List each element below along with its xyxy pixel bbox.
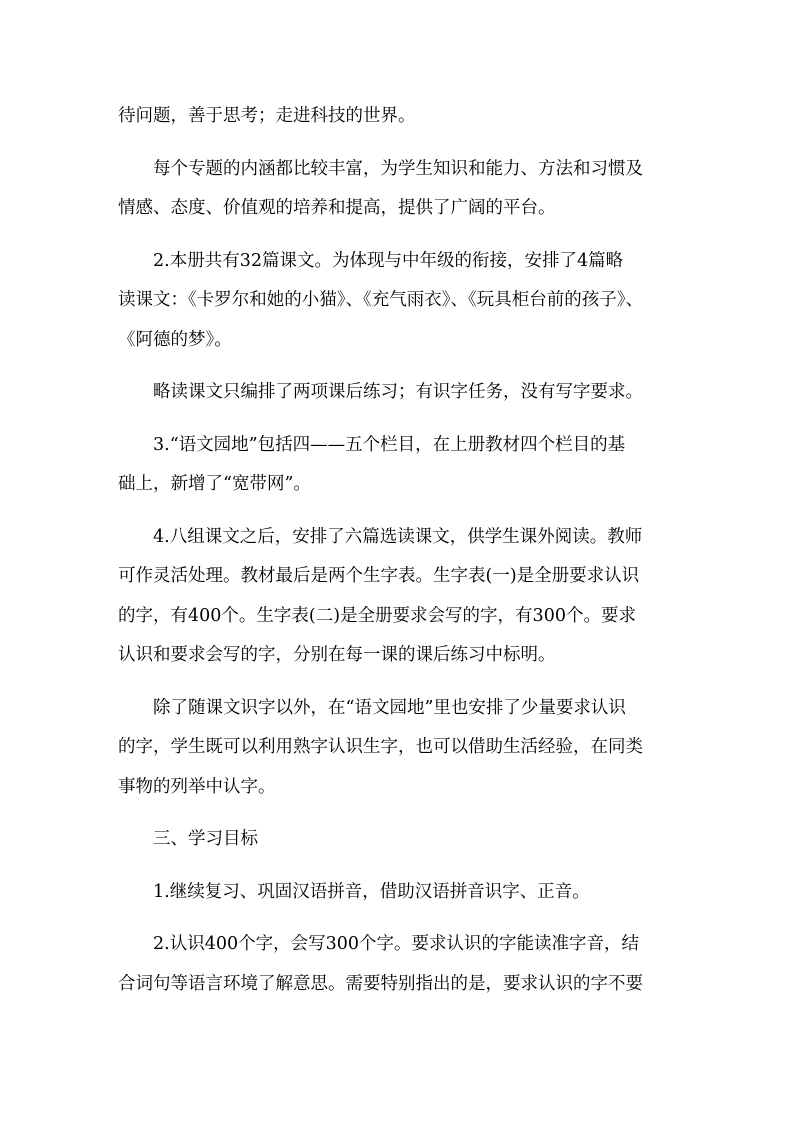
text-line: 的字，有400个。生字表(二)是全册要求会写的字，有300个。要求 xyxy=(118,605,636,626)
paragraph-4 xyxy=(118,373,680,413)
text-line: 认识和要求会写的字，分别在每一课的课后练习中标明。 xyxy=(118,645,556,665)
text-line: 合词句等语言环境了解意思。需要特别指出的是，要求认识的字不要 xyxy=(118,973,643,994)
paragraph-9 xyxy=(118,925,680,1004)
document-body xyxy=(118,97,680,1017)
text-line: 略读课文只编排了两项课后练习；有识字任务，没有写字要求。 xyxy=(153,382,643,402)
text-line: 2.本册共有32篇课文。为体现与中年级的衔接，安排了4篇略 xyxy=(153,250,624,271)
text-line: 除了随课文识字以外，在“语文园地”里也安排了少量要求认识 xyxy=(153,697,626,718)
text-line: 4.八组课文之后，安排了六篇选读课文，供学生课外阅读。教师 xyxy=(153,526,643,547)
text-line: 事物的列举中认字。 xyxy=(118,776,276,797)
text-line: 《阿德的梦》。 xyxy=(118,329,232,350)
text-line: 读课文：《卡罗尔和她的小猫》、《充气雨衣》、《玩具柜台前的孩子》、 xyxy=(118,290,643,310)
text-line: 础上，新增了“宽带网”。 xyxy=(118,474,311,494)
text-line: 三、学习目标 xyxy=(153,829,258,849)
paragraph-5 xyxy=(118,426,680,505)
paragraph-8 xyxy=(118,873,680,913)
paragraph-6 xyxy=(118,518,680,676)
text-line: 的字，学生既可以利用熟字认识生字，也可以借助生活经验，在同类 xyxy=(118,737,643,757)
text-line: 可作灵活处理。教材最后是两个生字表。生字表(一)是全册要求认识 xyxy=(118,566,640,586)
paragraph-7 xyxy=(118,689,680,808)
text-line: 3.“语文园地”包括四——五个栏目，在上册教材四个栏目的基 xyxy=(153,434,626,455)
text-line: 1.继续复习、巩固汉语拼音，借助汉语拼音识字、正音。 xyxy=(153,881,590,902)
text-line: 情感、态度、价值观的培养和提高，提供了广阔的平台。 xyxy=(118,198,556,218)
text-line: 每个专题的内涵都比较丰富，为学生知识和能力、方法和习惯及 xyxy=(153,158,643,179)
paragraph-1 xyxy=(118,97,680,137)
paragraph-3 xyxy=(118,242,680,361)
paragraph-2 xyxy=(118,150,680,229)
text-line: 待问题，善于思考；走进科技的世界。 xyxy=(118,106,416,126)
text-line: 2.认识400个字，会写300个字。要求认识的字能读准字音，结 xyxy=(153,934,639,954)
section-heading xyxy=(118,820,680,860)
